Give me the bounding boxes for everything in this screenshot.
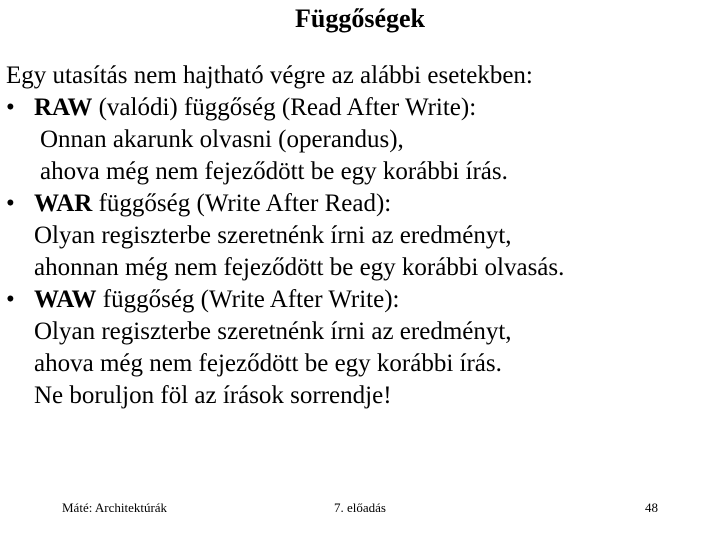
bullet-heading-rest: függőség (Write After Write): — [96, 286, 400, 313]
bullet-war — [6, 188, 718, 220]
bullet-waw-line-1: Olyan regiszterbe szeretnénk írni az eredményt, — [34, 318, 512, 345]
intro-line: Egy utasítás nem hajtható végre az alábbi esetekben: — [6, 62, 533, 89]
bullet-term: WAW — [34, 286, 97, 313]
bullet-heading-rest: függőség (Write After Read): — [92, 190, 392, 217]
bullet-heading-rest: (valódi) függőség (Read After Write): — [92, 94, 477, 121]
footer-page-number: 48 — [645, 500, 658, 515]
footer-lecture: 7. előadás — [334, 500, 386, 515]
bullet-war-line-1: Olyan regiszterbe szeretnénk írni az eredményt, — [34, 222, 512, 249]
bullet-term: WAR — [34, 190, 93, 217]
bullet-raw — [6, 92, 718, 124]
bullet-waw-line-3: Ne boruljon föl az írások sorrendje! — [34, 382, 392, 409]
bullet-raw-line-2: ahova még nem fejeződött be egy korábbi írás. — [40, 158, 508, 185]
bullet-marker: • — [6, 286, 15, 313]
bullet-waw-line-2: ahova még nem fejeződött be egy korábbi írás. — [34, 350, 502, 377]
footer-author: Máté: Architektúrák — [62, 500, 168, 515]
bullet-marker: • — [6, 94, 15, 121]
bullet-term: RAW — [34, 94, 93, 121]
bullet-war-line-2: ahonnan még nem fejeződött be egy korábbi olvasás. — [34, 254, 565, 281]
slide-title: Függőségek — [295, 4, 425, 33]
bullet-waw — [6, 284, 718, 316]
bullet-marker: • — [6, 190, 15, 217]
slide-body — [6, 60, 718, 412]
bullet-raw-line-1: Onnan akarunk olvasni (operandus), — [40, 126, 404, 153]
